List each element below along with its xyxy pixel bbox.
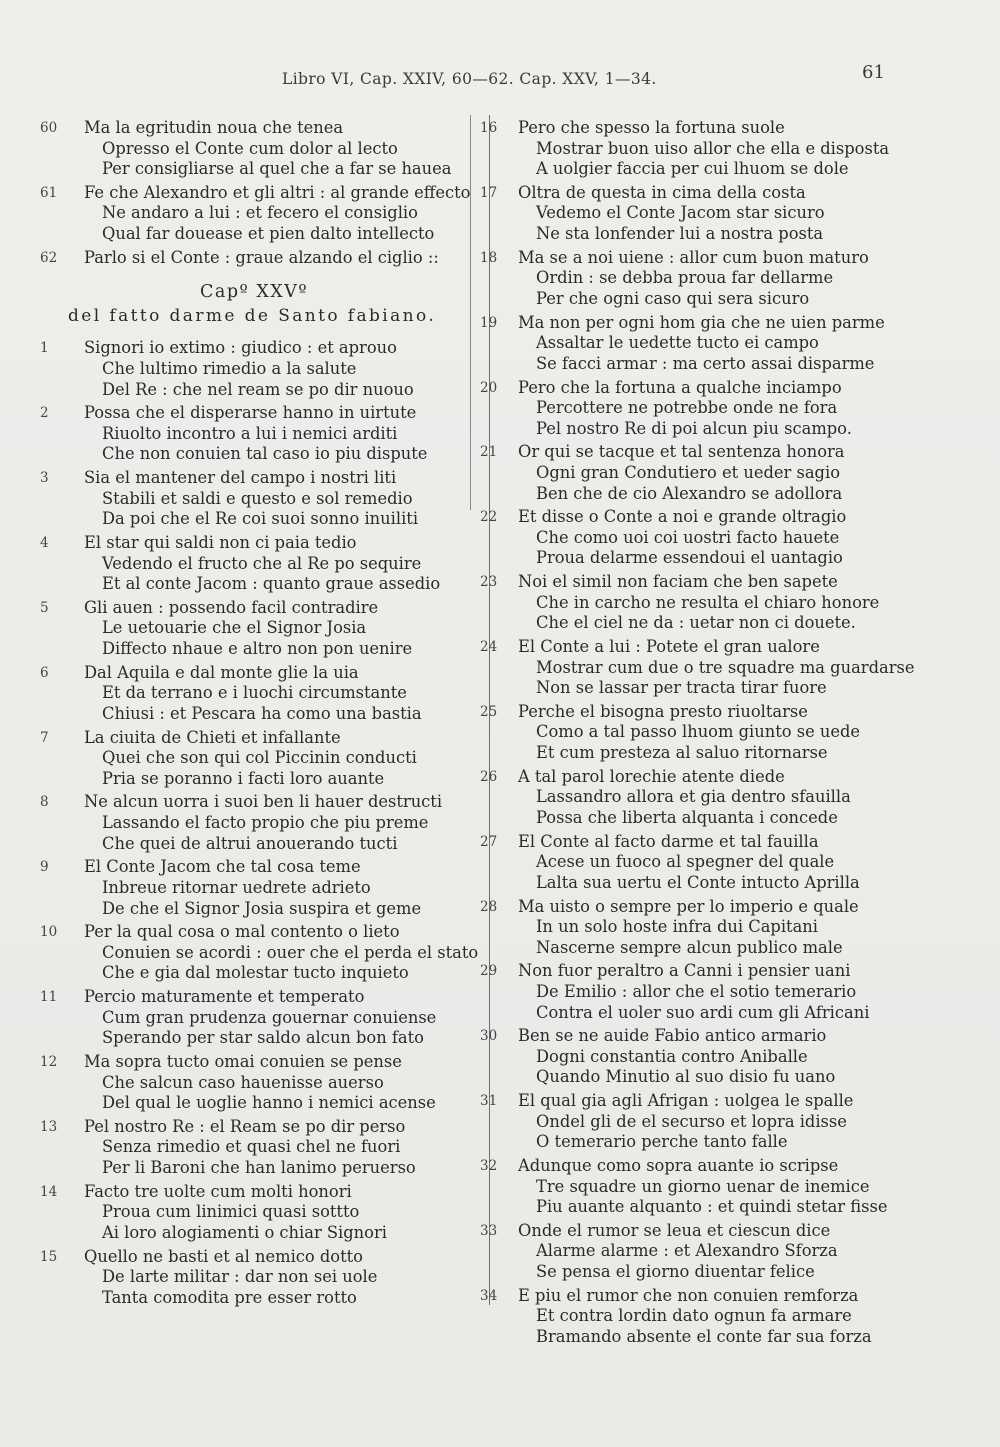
verse-line: Et disse o Conte a noi e grande oltragio: [518, 507, 847, 527]
verse-line: Mostrar buon uiso allor che ella e disposta: [536, 138, 890, 158]
verse-line: Et al conte Jacom : quanto graue assedio: [102, 574, 441, 594]
verse-line: Signori io extimo : giudico : et aprouo: [84, 338, 397, 358]
verse-line: Ma la egritudin noua che tenea: [84, 118, 344, 137]
stanza-number: 9: [40, 859, 49, 876]
verse-line: Gli auen : possendo facil contradire: [84, 597, 379, 617]
stanza: [40, 1052, 470, 1114]
opening-stanzas: [40, 118, 470, 268]
verse-line: Lalta sua uertu el Conte intucto Aprilla: [536, 872, 860, 892]
stanza: [40, 338, 470, 400]
stanza: [480, 1156, 920, 1218]
verse-line: La ciuita de Chieti et infallante: [84, 727, 341, 747]
verse-line: Ne andaro a lui : et fecero el consiglio: [102, 203, 418, 223]
chapter-heading: Capº XXVº: [200, 282, 309, 303]
stanza: [480, 507, 920, 569]
stanza-number: 1: [40, 340, 49, 357]
stanza: [480, 961, 920, 1023]
verse-line: Tre squadre un giorno uenar de inemice: [536, 1176, 870, 1196]
verse-line: Da poi che el Re coi suoi sonno inuiliti: [102, 509, 419, 529]
verse-line: O temerario perche tanto falle: [536, 1132, 788, 1152]
stanza: [40, 728, 470, 790]
verse-line: Proua delarme essendoui el uantagio: [536, 548, 843, 568]
verse-line: Lassando el facto propio che piu preme: [102, 813, 429, 833]
verse-line: El Conte a lui : Potete el gran ualore: [518, 637, 820, 656]
verse-line: Che salcun caso hauenisse auerso: [102, 1072, 384, 1092]
verse-line: Et contra lordin dato ognun fa armare: [536, 1306, 852, 1326]
verse-line: Fe che Alexandro et gli altri : al grande effecto: [84, 182, 471, 202]
stanza: [480, 572, 920, 634]
verse-line: Le uetouarie che el Signor Josia: [102, 618, 367, 638]
stanza-number: 5: [40, 599, 49, 616]
stanza-number: 26: [480, 768, 498, 785]
verse-line: El Conte Jacom che tal cosa teme: [84, 857, 361, 877]
verse-line: Ne sta lonfender lui a nostra posta: [536, 224, 824, 244]
verse-line: Ogni gran Condutiero et ueder sagio: [536, 462, 840, 482]
verse-line: Non se lassar per tracta tirar fuore: [536, 678, 827, 698]
stanza: [40, 468, 470, 530]
verse-line: Onde el rumor se leua et ciescun dice: [518, 1220, 831, 1240]
right-column: [480, 118, 920, 1351]
stanza-number: 32: [480, 1158, 498, 1174]
stanza-number: 28: [480, 898, 498, 915]
stanza-number: 13: [40, 1118, 58, 1135]
column-divider-upper: [470, 115, 471, 510]
verse-line: Sperando per star saldo alcun bon fato: [102, 1028, 424, 1048]
stanza-number: 23: [480, 574, 498, 591]
verse-line: A tal parol lorechie atente diede: [518, 766, 785, 786]
verse-line: Per li Baroni che han lanimo peruerso: [102, 1158, 416, 1178]
stanza: [40, 118, 470, 180]
stanza-number: 12: [40, 1053, 58, 1070]
verse-line: Pel nostro Re di poi alcun piu scampo.: [536, 418, 852, 438]
verse-line: Et da terrano e i luochi circumstante: [102, 683, 407, 703]
verse-line: Ben che de cio Alexandro se adollora: [536, 483, 843, 503]
verse-line: Ne alcun uorra i suoi ben li hauer destructi: [84, 792, 443, 812]
stanza-number: 25: [480, 703, 498, 720]
stanza: [480, 1286, 920, 1348]
verse-line: Cum gran prudenza gouernar conuiense: [102, 1007, 437, 1027]
stanza-number: 62: [40, 249, 58, 266]
verse-line: Pria se poranno i facti loro auante: [102, 768, 385, 788]
verse-line: Per consigliarse al quel che a far se hauea: [102, 159, 452, 179]
verse-line: Nascerne sempre alcun publico male: [536, 937, 843, 957]
stanza-number: 22: [480, 509, 498, 526]
stanza-number: 17: [480, 184, 498, 201]
verse-line: Pero che la fortuna a qualche inciampo: [518, 377, 842, 397]
verse-line: Opresso el Conte cum dolor al lecto: [102, 138, 398, 158]
verse-line: Sia el mantener del campo i nostri liti: [84, 468, 397, 488]
left-column: [40, 118, 479, 1311]
stanza-number: 4: [40, 534, 49, 551]
stanza: [40, 183, 470, 245]
verse-line: Che como uoi coi uostri facto hauete: [536, 527, 840, 547]
verse-line: Pero che spesso la fortuna suole: [518, 118, 785, 137]
verse-line: Facto tre uolte cum molti honori: [84, 1181, 352, 1201]
stanza-number: 15: [40, 1248, 58, 1265]
stanza-number: 60: [40, 120, 58, 136]
verse-line: Ben se ne auide Fabio antico armario: [518, 1026, 827, 1046]
stanza: [480, 442, 920, 504]
stanza-number: 16: [480, 120, 498, 136]
verse-line: Pel nostro Re : el Ream se po dir perso: [84, 1116, 406, 1136]
verse-line: Vedemo el Conte Jacom star sicuro: [536, 203, 825, 223]
verse-line: Se pensa el giorno diuentar felice: [536, 1262, 815, 1282]
verse-line: Che lultimo rimedio a la salute: [102, 358, 357, 378]
stanza-number: 31: [480, 1093, 498, 1110]
verse-line: Tanta comodita pre esser rotto: [102, 1287, 357, 1307]
verse-line: Ma se a noi uiene : allor cum buon maturo: [518, 247, 869, 267]
verse-line: Or qui se tacque et tal sentenza honora: [518, 442, 845, 462]
verse-line: Che quei de altrui anouerando tucti: [102, 833, 398, 853]
stanza-number: 6: [40, 664, 49, 681]
stanza-number: 29: [480, 963, 498, 980]
verse-line: Del Re : che nel ream se po dir nuouo: [102, 379, 414, 399]
verse-line: Se facci armar : ma certo assai disparme: [536, 353, 875, 373]
verse-line: Ai loro alogiamenti o chiar Signori: [102, 1222, 387, 1242]
stanza: [480, 1221, 920, 1283]
verse-line: In un solo hoste infra dui Capitani: [536, 917, 818, 937]
stanza: [40, 533, 470, 595]
verse-line: El star qui saldi non ci paia tedio: [84, 532, 357, 552]
verse-line: Percottere ne potrebbe onde ne fora: [536, 398, 838, 418]
chapter-stanzas-right: [480, 118, 920, 1348]
verse-line: Dal Aquila e dal monte glie la uia: [84, 662, 359, 682]
stanza: [40, 663, 470, 725]
stanza: [480, 313, 920, 375]
verse-line: Adunque como sopra auante io scripse: [518, 1156, 839, 1175]
verse-line: Percio maturamente et temperato: [84, 987, 365, 1007]
verse-line: Inbreue ritornar uedrete adrieto: [102, 877, 371, 897]
stanza-number: 20: [480, 379, 498, 396]
verse-line: Che e gia dal molestar tucto inquieto: [102, 963, 409, 983]
verse-line: Per la qual cosa o mal contento o lieto: [84, 922, 400, 942]
verse-line: Vedendo el fructo che al Re po sequire: [102, 553, 422, 573]
verse-line: Diffecto nhaue e altro non pon uenire: [102, 639, 413, 659]
verse-line: Stabili et saldi e questo e sol remedio: [102, 488, 413, 508]
verse-line: Ma uisto o sempre per lo imperio e quale: [518, 896, 859, 916]
stanza: [40, 987, 470, 1049]
verse-line: Bramando absente el conte far sua forza: [536, 1326, 872, 1346]
stanza: [480, 378, 920, 440]
stanza: [40, 1117, 470, 1179]
chapter-stanzas-left: [40, 338, 479, 1308]
verse-line: Non fuor peraltro a Canni i pensier uani: [518, 961, 851, 981]
verse-line: Conuien se acordi : ouer che el perda el stato: [102, 942, 479, 962]
stanza-number: 21: [480, 444, 498, 461]
stanza-number: 10: [40, 924, 58, 941]
stanza: [40, 1182, 470, 1244]
verse-line: Senza rimedio et quasi chel ne fuori: [102, 1137, 401, 1157]
stanza: [480, 637, 920, 699]
verse-line: Che el ciel ne da : uetar non ci douete.: [536, 613, 856, 633]
verse-line: Lassandro allora et gia dentro sfauilla: [536, 787, 851, 807]
stanza: [480, 1026, 920, 1088]
stanza-number: 34: [480, 1287, 498, 1304]
verse-line: Che in carcho ne resulta el chiaro honore: [536, 592, 880, 612]
page-number: 61: [862, 62, 885, 83]
verse-line: Del qual le uoglie hanno i nemici acense: [102, 1093, 436, 1113]
verse-line: De larte militar : dar non sei uole: [102, 1267, 378, 1287]
verse-line: Possa che liberta alquanta i concede: [536, 807, 838, 827]
verse-line: Acese un fuoco al spegner del quale: [536, 852, 835, 872]
stanza-number: 33: [480, 1222, 498, 1239]
verse-line: Proua cum linimici quasi sottto: [102, 1202, 360, 1222]
running-head: Libro VI, Cap. XXIV, 60—62. Cap. XXV, 1—34.: [282, 70, 657, 88]
verse-line: Ma non per ogni hom gia che ne uien parme: [518, 312, 885, 332]
verse-line: Oltra de questa in cima della costa: [518, 182, 806, 202]
verse-line: Riuolto incontro a lui i nemici arditi: [102, 423, 398, 443]
stanza-number: 3: [40, 470, 49, 487]
verse-line: De che el Signor Josia suspira et geme: [102, 898, 422, 918]
verse-line: Quando Minutio al suo disio fu uano: [536, 1067, 836, 1087]
verse-line: Ondel gli de el securso et lopra idisse: [536, 1111, 847, 1131]
stanza-number: 18: [480, 249, 498, 266]
stanza: [40, 403, 470, 465]
verse-line: Alarme alarme : et Alexandro Sforza: [536, 1241, 838, 1261]
stanza: [480, 767, 920, 829]
verse-line: Qual far douease et pien dalto intellecto: [102, 224, 435, 244]
stanza-number: 2: [40, 405, 49, 422]
stanza-number: 14: [40, 1183, 58, 1200]
stanza-number: 8: [40, 794, 49, 811]
verse-line: El Conte al facto darme et tal fauilla: [518, 831, 819, 851]
verse-line: A uolgier faccia per cui lhuom se dole: [536, 159, 849, 179]
stanza-number: 27: [480, 833, 498, 850]
verse-line: Ordin : se debba proua far dellarme: [536, 268, 834, 288]
verse-line: Perche el bisogna presto riuoltarse: [518, 701, 808, 721]
verse-line: Mostrar cum due o tre squadre ma guardarse: [536, 657, 915, 677]
stanza: [40, 857, 470, 919]
verse-line: Quello ne basti et al nemico dotto: [84, 1246, 363, 1266]
stanza: [40, 1247, 470, 1309]
verse-line: Piu auante alquanto : et quindi stetar fisse: [536, 1197, 888, 1217]
verse-line: Assaltar le uedette tucto ei campo: [536, 333, 819, 353]
verse-line: E piu el rumor che non conuien remforza: [518, 1285, 859, 1305]
verse-line: El qual gia agli Afrigan : uolgea le spalle: [518, 1091, 854, 1111]
verse-line: Dogni constantia contro Aniballe: [536, 1046, 808, 1066]
verse-line: Quei che son qui col Piccinin conducti: [102, 748, 417, 768]
stanza: [480, 248, 920, 310]
stanza: [480, 832, 920, 894]
stanza-number: 11: [40, 989, 58, 1006]
stanza: [480, 702, 920, 764]
verse-line: Noi el simil non faciam che ben sapete: [518, 572, 838, 592]
stanza: [40, 792, 470, 854]
verse-line: Como a tal passo lhuom giunto se uede: [536, 722, 861, 742]
stanza-number: 30: [480, 1028, 498, 1045]
chapter-subheading: del fatto darme de Santo fabiano.: [68, 306, 437, 327]
stanza-number: 19: [480, 314, 498, 331]
verse-line: Che non conuien tal caso io piu dispute: [102, 444, 428, 464]
stanza: [480, 183, 920, 245]
stanza: [480, 118, 920, 180]
verse-line: Chiusi : et Pescara ha como una bastia: [102, 703, 422, 723]
stanza-number: 7: [40, 729, 49, 746]
verse-line: Parlo si el Conte : graue alzando el ciglio ::: [84, 247, 439, 267]
verse-line: Et cum presteza al saluo ritornarse: [536, 743, 828, 763]
verse-line: Ma sopra tucto omai conuien se pense: [84, 1051, 402, 1071]
stanza: [40, 922, 479, 984]
stanza: [480, 897, 920, 959]
verse-line: Per che ogni caso qui sera sicuro: [536, 288, 810, 308]
verse-line: Contra el uoler suo ardi cum gli Africani: [536, 1002, 870, 1022]
stanza: [480, 1091, 920, 1153]
verse-line: Possa che el disperarse hanno in uirtute: [84, 403, 417, 423]
stanza-number: 61: [40, 184, 58, 201]
stanza: [40, 598, 470, 660]
verse-line: De Emilio : allor che el sotio temerario: [536, 981, 857, 1001]
stanza-number: 24: [480, 639, 498, 655]
stanza: [40, 248, 470, 269]
